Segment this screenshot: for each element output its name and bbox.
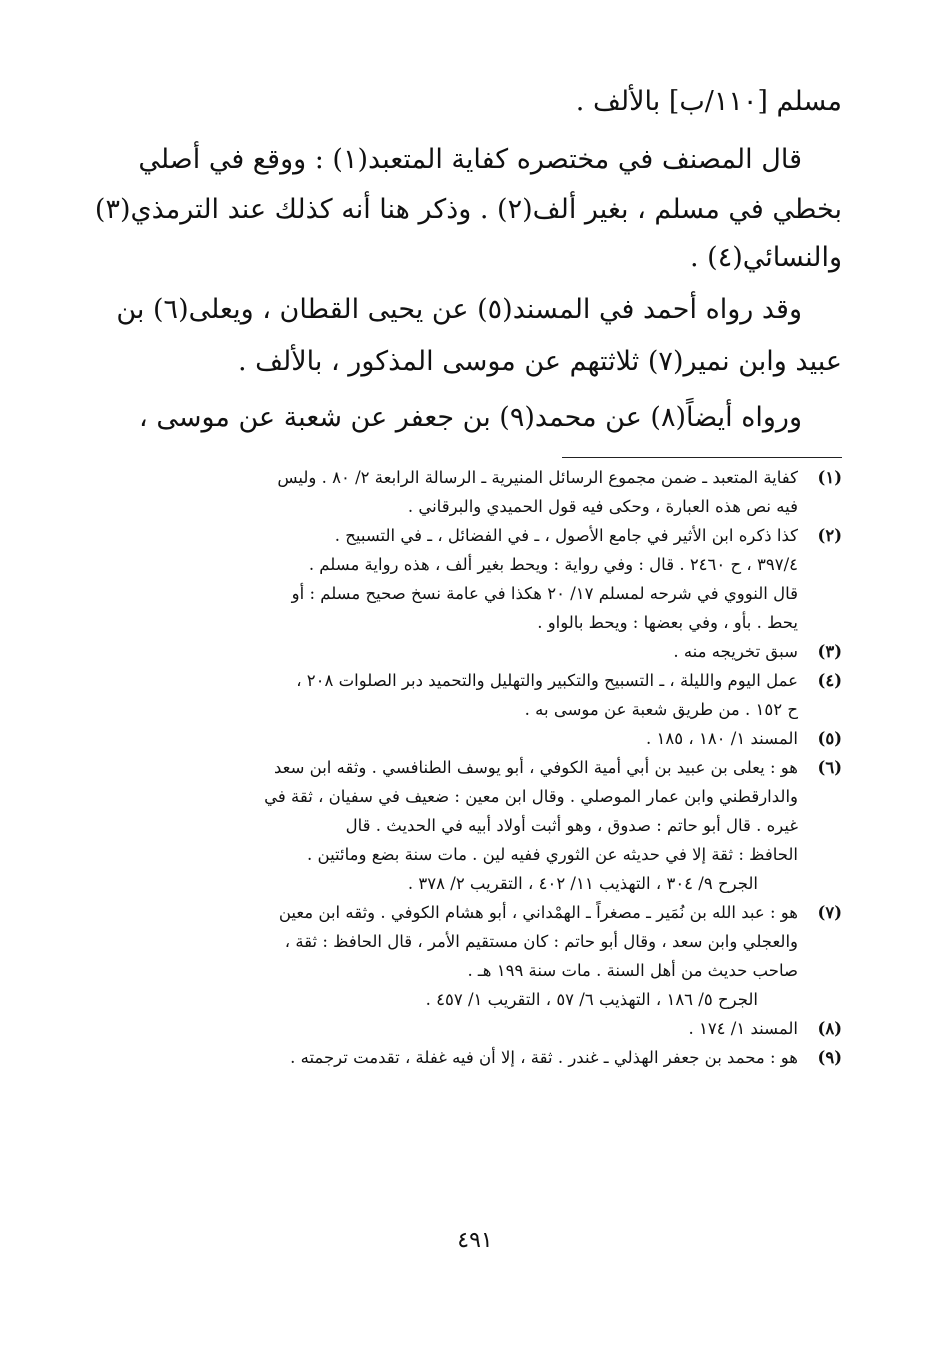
footnote-reference-line: الجرح ٥/ ١٨٦ ، التهذيب ٦/ ٥٧ ، التقريب ١/ ٤٥٧ . bbox=[425, 990, 758, 1009]
body-line-5: وقد رواه أحمد في المسند(٥) عن يحيى القطان ، ويعلى(٦) بن bbox=[116, 294, 802, 325]
footnote-line: صاحب حديث من أهل السنة . مات سنة ١٩٩ هـ . bbox=[467, 961, 798, 980]
footnote-6 bbox=[140, 753, 842, 898]
footnote-line: ٣٩٧/٤ ، ح ٢٤٦٠ . قال : وفي رواية : ويحط بغير ألف ، هذه رواية مسلم . bbox=[308, 555, 798, 574]
footnote-line: والدارقطني وابن عمار الموصلي . وقال ابن معين : ضعيف في سفيان ، ثقة في bbox=[264, 787, 798, 806]
footnote-number: (٥) bbox=[817, 729, 842, 748]
body-line-3: بخطي في مسلم ، بغير ألف(٢) . وذكر هنا أنه كذلك عند الترمذي(٣) bbox=[94, 194, 842, 225]
footnote-5 bbox=[140, 724, 842, 753]
footnote-line: هو : يعلى بن عبيد بن أبي أمية الكوفي ، أبو يوسف الطنافسي . وثقه ابن سعد bbox=[273, 758, 798, 777]
footnote-number: (٩) bbox=[817, 1048, 842, 1067]
footnote-number: (٨) bbox=[817, 1019, 842, 1038]
footnote-line: فيه نص هذه العبارة ، وحكى فيه قول الحميدي والبرقاني . bbox=[407, 497, 798, 516]
footnote-number: (٧) bbox=[817, 903, 842, 922]
footnote-line: ح ١٥٢ . من طريق شعبة عن موسى به . bbox=[524, 700, 798, 719]
footnote-line: كفاية المتعبد ـ ضمن مجموع الرسائل المنيرية ـ الرسالة الرابعة ٢/ ٨٠ . وليس bbox=[277, 468, 798, 487]
body-line-7: ورواه أيضاً(٨) عن محمد(٩) بن جعفر عن شعبة عن موسى ، bbox=[139, 402, 802, 433]
body-line-6: عبيد وابن نمير(٧) ثلاثتهم عن موسى المذكور ، بالألف . bbox=[237, 346, 842, 377]
footnote-9 bbox=[140, 1043, 842, 1072]
footnote-number: (٦) bbox=[817, 758, 842, 777]
footnote-number: (١) bbox=[817, 468, 842, 487]
footnote-line: هو : محمد بن جعفر الهذلي ـ غندر . ثقة ، إلا أن فيه غفلة ، تقدمت ترجمته . bbox=[290, 1048, 798, 1067]
footnote-line: المسند ١/ ١٨٠ ، ١٨٥ . bbox=[646, 729, 798, 748]
footnote-divider bbox=[562, 457, 842, 458]
footnote-reference-line: الجرح ٩/ ٣٠٤ ، التهذيب ١١/ ٤٠٢ ، التقريب ٢/ ٣٧٨ . bbox=[407, 874, 758, 893]
footnote-number: (٤) bbox=[817, 671, 842, 690]
footnote-line: هو : عبد الله بن نُمَير ـ مصغراً ـ الهمْداني ، أبو هشام الكوفي . وثقه ابن معين bbox=[278, 903, 798, 922]
footnote-3 bbox=[140, 637, 842, 666]
footnote-8 bbox=[140, 1014, 842, 1043]
footnotes bbox=[140, 463, 842, 1072]
footnote-line: سبق تخريجه منه . bbox=[673, 642, 798, 661]
footnote-number: (٢) bbox=[817, 526, 842, 545]
footnote-line: الحافظ : ثقة إلا في حديثه عن الثوري ففيه لين . مات سنة بضع ومائتين . bbox=[307, 845, 798, 864]
footnote-line: المسند ١/ ١٧٤ . bbox=[688, 1019, 798, 1038]
body-line-1: مسلم [١١٠/ب] بالألف . bbox=[575, 86, 842, 117]
footnote-4 bbox=[140, 666, 842, 724]
footnote-number: (٣) bbox=[817, 642, 842, 661]
page-number: ٤٩١ bbox=[457, 1228, 493, 1253]
body-line-4: والنسائي(٤) . bbox=[690, 242, 842, 273]
footnote-line: يحط . بأو ، وفي بعضها : ويحط بالواو . bbox=[537, 613, 798, 632]
body-line-2: قال المصنف في مختصره كفاية المتعبد(١) : ووقع في أصلي bbox=[138, 144, 802, 175]
footnote-7 bbox=[140, 898, 842, 1014]
footnote-line: والعجلي وابن سعد ، وقال أبو حاتم : كان مستقيم الأمر ، قال الحافظ : ثقة ، bbox=[284, 932, 798, 951]
footnote-2 bbox=[140, 521, 842, 637]
footnote-line: قال النووي في شرحه لمسلم ١٧/ ٢٠ هكذا في عامة نسخ صحيح مسلم : أو bbox=[291, 584, 798, 603]
footnote-1 bbox=[140, 463, 842, 521]
footnote-line: كذا ذكره ابن الأثير في جامع الأصول ، ـ في الفضائل ، ـ في التسبيح . bbox=[334, 526, 798, 545]
footnote-line: غيره . قال أبو حاتم : صدوق ، وهو أثبت أولاد أبيه في الحديث . قال bbox=[345, 816, 798, 835]
footnote-line: عمل اليوم والليلة ، ـ التسبيح والتكبير والتهليل والتحميد دبر الصلوات ٢٠٨ ، bbox=[296, 671, 798, 690]
